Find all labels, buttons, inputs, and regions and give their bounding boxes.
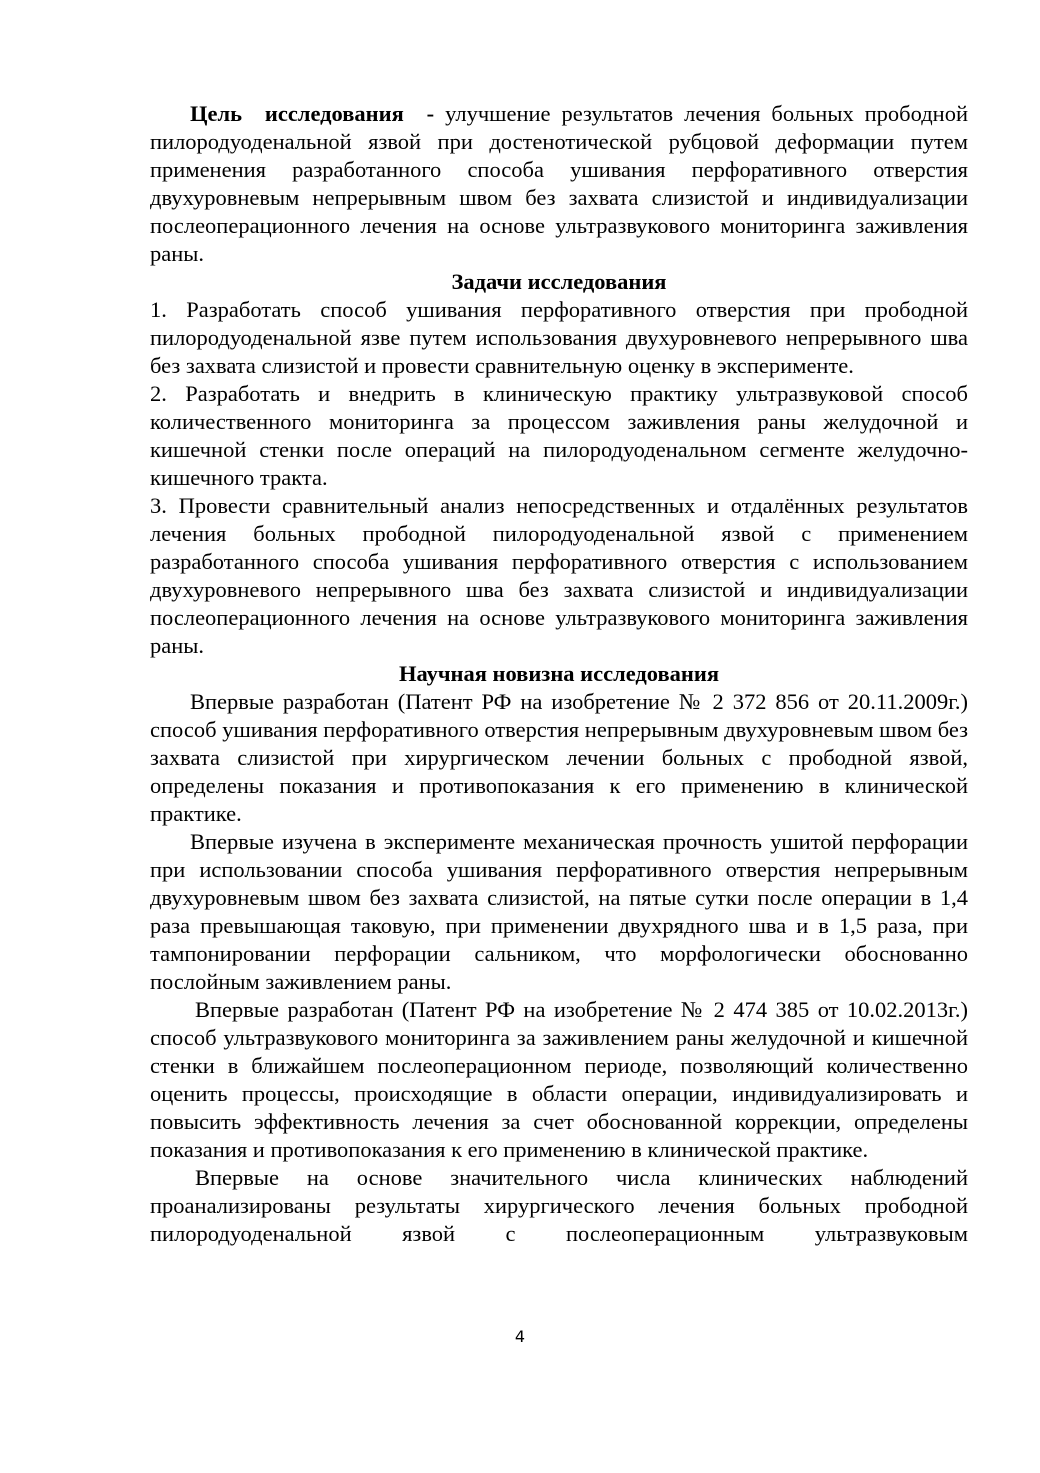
task-item-1: 1. Разработать способ ушивания перфоративного отверстия при прободной пилородуоденальной язве путем использования двухуровневого непрерывного шва без захвата слизистой и провести сравнительную оценку в эксперименте.	[150, 297, 968, 378]
goal-paragraph	[150, 100, 968, 268]
task-item-3: 3. Провести сравнительный анализ непосредственных и отдалённых результатов лечения больных прободной пилородуоденальной язвой с применением разработанного способа ушивания перфоративного отверстия с использованием двухуровневого непрерывного шва без захвата слизистой и индивидуализации послеоперационного лечения на основе ультразвукового мониторинга заживления раны.	[150, 493, 968, 658]
novelty-paragraph-2: Впервые изучена в эксперименте механическая прочность ушитой перфорации при использовании способа ушивания перфоративного отверстия непрерывным двухуровневым швом без захвата слизистой, на пятые сутки после операции в 1,4 раза превышающая таковую, при применении двухрядного шва и в 1,5 раза, при тампонировании перфорации сальником, что морфологически обоснованно послойным заживлением раны.	[150, 829, 968, 994]
novelty-paragraph-4: Впервые на основе значительного числа клинических наблюдений проанализированы результаты хирургического лечения больных прободной пилородуоденальной язвой с послеоперационным ультразвуковым	[150, 1165, 968, 1246]
page-number: 4	[514, 1327, 526, 1346]
tasks-heading: Задачи исследования	[451, 269, 667, 294]
document-page	[150, 100, 968, 1248]
task-item-2: 2. Разработать и внедрить в клиническую практику ультразвуковой способ количественного мониторинга за процессом заживления раны желудочной и кишечной стенки после операций на пилородуоденальном сегменте желудочно-кишечного тракта.	[150, 381, 968, 490]
novelty-paragraph-3: Впервые разработан (Патент РФ на изобретение № 2 474 385 от 10.02.2013г.) способ ультразвукового мониторинга за заживлением раны желудочной и кишечной стенки в ближайшем послеоперационном периоде, позволяющий количественно оценить процессы, происходящие в области операции, индивидуализировать и повысить эффективность лечения за счет обоснованной коррекции, определены показания и противопоказания к его применению в клинической практике.	[150, 997, 968, 1162]
goal-label: Цель исследования -	[190, 101, 435, 126]
novelty-paragraph-1: Впервые разработан (Патент РФ на изобретение № 2 372 856 от 20.11.2009г.) способ ушивания перфоративного отверстия непрерывным двухуровневым швом без захвата слизистой при хирургическом лечении больных с прободной язвой, определены показания и противопоказания к его применению в клинической практике.	[150, 689, 968, 826]
goal-text: улучшение результатов лечения больных прободной пилородуоденальной язвой при достенотической рубцовой деформации путем применения разработанного способа ушивания перфоративного отверстия двухуровневым непрерывным швом без захвата слизистой и индивидуализации послеоперационного лечения на основе ультразвукового мониторинга заживления раны.	[150, 101, 968, 266]
novelty-heading: Научная новизна исследования	[398, 661, 720, 686]
